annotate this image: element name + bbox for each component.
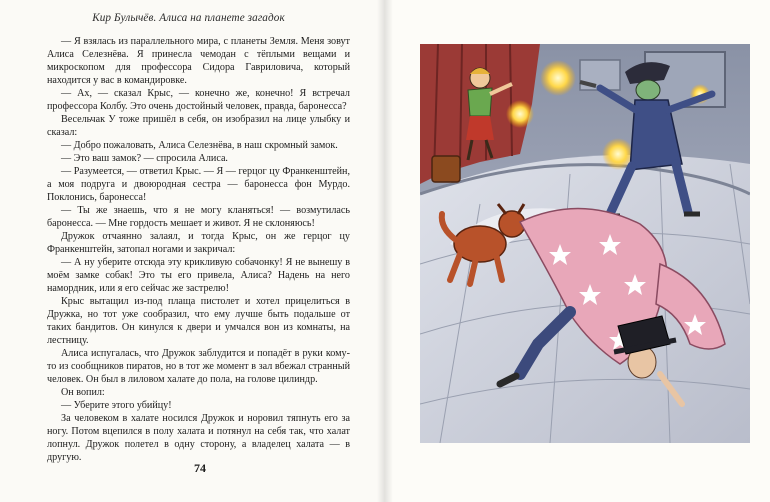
muzzle-flash: [540, 60, 576, 96]
paragraph: За человеком в халате носился Дружок и норовил тяпнуть его за ногу. Потом вцепился в полу халата и потянул на себя так, что халат лопнул. Дружок полетел в одну сторону, а владелец халата — в другую.: [47, 413, 350, 463]
paragraph: — Разумеется, — ответил Крыс. — Я — герцог цу Франкенштейн, а моя подруга и двоюродная сестра — баронесса фон Мурдо. Поклонись, баронесса!: [47, 166, 350, 203]
paragraph: Он вопил:: [61, 387, 105, 398]
story-illustration: [420, 44, 750, 443]
paragraph: — Ты же знаешь, что я не могу кланяться! — возмутилась баронесса. — Мне гордость мешает и живот. Я не склоняюсь!: [47, 205, 350, 229]
paragraph: — Я взялась из параллельного мира, с планеты Земля. Меня зовут Алиса Селезнёва. Я принесла чемодан с тёплыми вещами и микроскопом для профессора Сидора Гавриловича, который находится у вас в командировке.: [47, 36, 350, 86]
paragraph: Дружок отчаянно залаял, и тогда Крыс, он же герцог цу Франкенштейн, затопал ногами и закричал:: [47, 231, 350, 255]
muzzle-flash: [506, 100, 534, 128]
paragraph: Крыс вытащил из-под плаща пистолет и хотел прицелиться в Дружка, но тот уже сообразил, что ему лучше быть подальше от таких бандитов. Он кинулся к двери и умчался вон из комнаты, на лестницу.: [47, 296, 350, 346]
paragraph: Весельчак У тоже пришёл в себя, он изобразил на лице улыбку и сказал:: [47, 114, 350, 138]
paragraph: — Ах, — сказал Крыс, — конечно же, конечно! Я встречал профессора Колбу. Это очень достойный человек, правда, баронесса?: [47, 88, 350, 112]
paragraph: — А ну уберите отсюда эту крикливую собачонку! Я не вынешу в моём замке собак! Это ты его привела, Алиса? Надень на него намордник, или я его сейчас же застрелю!: [47, 257, 350, 294]
paragraph: — Добро пожаловать, Алиса Селезнёва, в наш скромный замок.: [61, 140, 338, 151]
paragraph: Алиса испугалась, что Дружок заблудится и попадёт в руки кому-то из сообщников пиратов, но в тот же момент в зал вбежал странный человек. Он был в лиловом халате до пола, на голове цилиндр.: [47, 348, 350, 385]
running-head: Кир Булычёв. Алиса на планете загадок: [92, 12, 285, 24]
paragraph: — Уберите этого убийцу!: [61, 400, 172, 411]
page-number: 74: [194, 461, 206, 475]
suitcase: [432, 156, 460, 182]
text-column: [47, 35, 350, 464]
book-gutter: [377, 0, 393, 502]
paragraph: — Это ваш замок? — спросила Алиса.: [61, 153, 228, 164]
